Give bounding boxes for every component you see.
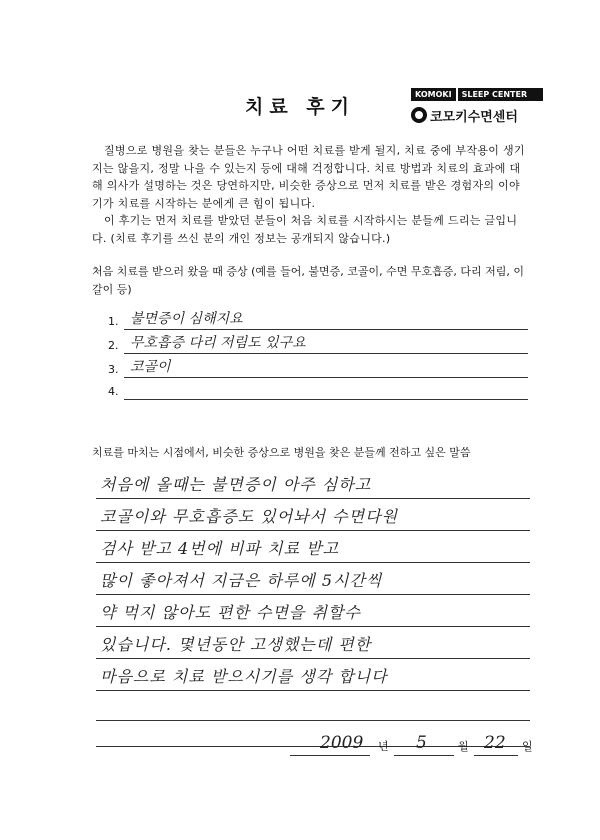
message-line-3 bbox=[96, 532, 530, 563]
date-month-underline bbox=[394, 731, 454, 756]
message-line-1 bbox=[96, 468, 530, 499]
intro-paragraph-1: 질병으로 병원을 찾는 분들은 누구나 어떤 치료를 받게 될지, 치료 중에 부작용이 생기지는 않을지, 정말 나을 수 있는지 등에 대해 걱정합니다. 치료 방법과 치료의 효과에 대해 의사가 설명하는 것은 당연하지만, 비슷한 증상으로 먼저 치료를 받은 경험자의 이야기가 치료를 시작하는 분에게 큰 힘이 됩니다. bbox=[92, 144, 525, 210]
question-symptoms: 처음 치료를 받으러 왔을 때 증상 (예를 들어, 불면증, 코골이, 수면 무호흡증, 다리 저림, 이갈이 등) bbox=[92, 265, 525, 296]
date-day-unit: 일 bbox=[522, 740, 533, 753]
message-text: 약 먹지 않아도 편한 수면을 취할수 bbox=[100, 603, 361, 622]
message-text: 마음으로 치료 받으시기를 생각 합니다 bbox=[100, 667, 388, 686]
symptom-line-4 bbox=[108, 380, 528, 400]
date-month-unit: 월 bbox=[458, 740, 469, 753]
symptom-number: 3. bbox=[108, 363, 119, 376]
date-signature bbox=[290, 730, 540, 756]
date-month: 5 bbox=[416, 733, 427, 753]
symptom-answer: 무호흡증 다리 저림도 있구요 bbox=[130, 335, 306, 351]
date-year-unit: 년 bbox=[378, 740, 389, 753]
symptom-line-2 bbox=[108, 334, 528, 354]
symptom-answer: 불면증이 심해지요 bbox=[130, 311, 243, 327]
date-year-underline bbox=[290, 731, 370, 756]
message-line-7 bbox=[96, 660, 530, 691]
answer-underline bbox=[124, 377, 528, 378]
intro-paragraph-2: 이 후기는 먼저 치료를 받았던 분들이 처음 치료를 시작하시는 분들께 드리는 글입니다. (치료 후기를 쓰신 분의 개인 정보는 공개되지 않습니다.) bbox=[92, 214, 518, 245]
message-line-5 bbox=[96, 596, 530, 627]
logo-brand-korean: 코모키수면센터 bbox=[430, 109, 518, 125]
symptom-number: 2. bbox=[108, 339, 119, 352]
symptom-number: 4. bbox=[108, 385, 119, 398]
symptom-number: 1. bbox=[108, 315, 119, 328]
message-line-4 bbox=[96, 564, 530, 595]
message-text: 처음에 올때는 불면증이 아주 심하고 bbox=[100, 475, 372, 494]
symptom-line-3 bbox=[108, 358, 528, 378]
clinic-logo-banner bbox=[411, 88, 543, 101]
answer-underline bbox=[124, 353, 528, 354]
page-title: 치료 후기 bbox=[244, 96, 356, 118]
clinic-logo-korean bbox=[411, 105, 518, 125]
date-day: 22 bbox=[484, 733, 506, 753]
intro-text bbox=[92, 142, 528, 248]
answer-underline bbox=[124, 399, 528, 400]
message-text: 검사 받고 4번에 비파 치료 받고 bbox=[100, 539, 340, 558]
message-text: 많이 좋아져서 지금은 하루에 5시간씩 bbox=[100, 571, 383, 590]
answer-underline bbox=[124, 329, 528, 330]
date-year: 2009 bbox=[320, 733, 364, 753]
message-line-2 bbox=[96, 500, 530, 531]
date-day-underline bbox=[474, 731, 518, 756]
clinic-logo-icon bbox=[411, 107, 427, 123]
message-text: 코골이와 무호흡증도 있어놔서 수면다원 bbox=[100, 507, 399, 526]
question-message: 치료를 마치는 시점에서, 비슷한 증상으로 병원을 찾은 분들께 전하고 싶은 말씀 bbox=[92, 446, 471, 459]
message-text: 있습니다. 몇년동안 고생했는데 편한 bbox=[100, 635, 372, 654]
logo-brand-left: KOMOKI bbox=[411, 88, 456, 101]
message-line-6 bbox=[96, 628, 530, 659]
logo-brand-right: SLEEP CENTER bbox=[456, 88, 543, 101]
symptom-answer: 코골이 bbox=[130, 359, 171, 375]
symptom-line-1 bbox=[108, 310, 528, 330]
